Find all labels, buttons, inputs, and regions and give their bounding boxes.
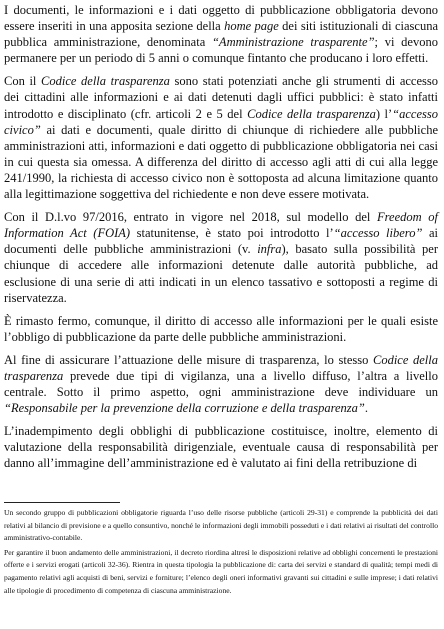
text-run-italic: infra: [257, 242, 282, 257]
text-run: ai dati e documenti, quale diritto di chiunque di richiedere alle pubbliche amministrazioni atti, informazioni e dati oggetto di pubblicazione obbligatoria nei casi in cui questa sia omessa. A differenza del diritto di accesso agli atti di cui alla legge 241/1990, la richiesta di accesso civico non è sottoposta ad alcuna limitazione quanto alla legittimazione soggettiva del richiedente e non deve essere motivata.: [4, 122, 438, 202]
text-run: ai documenti delle pubbliche amministrazioni (v.: [4, 226, 438, 257]
text-run-italic: Freedom of Information Act (FOIA): [4, 210, 438, 241]
footnotes: [4, 507, 438, 599]
footnote-separator: [4, 502, 120, 503]
text-run: I documenti, le informazioni e i dati oggetto di pubblicazione obbligatoria devono essere inseriti in una apposita sezione della: [4, 3, 438, 34]
text-run: .: [364, 401, 368, 416]
text-run: Al fine di assicurare l’attuazione delle misure di trasparenza, lo stesso: [4, 352, 373, 367]
text-run-italic: “Responsabile per la prevenzione della corruzione e della trasparenza”: [4, 401, 365, 416]
paragraph-4: [4, 313, 438, 345]
paragraph-5: [4, 352, 438, 416]
paragraph-6: [4, 423, 438, 471]
text-run: dei siti istituzionali di ciascuna pubblica amministrazione, denominata: [4, 19, 438, 50]
text-run: L’inadempimento degli obblighi di pubblicazione costituisce, inoltre, elemento di valutazione della responsabilità dirigenziale, eventuale causa di responsabilità per danno all’immagine dell’amministrazione ed è valutato ai fini della retribuzione di: [4, 424, 438, 471]
text-run: sono stati potenziati anche gli strumenti di accesso dei cittadini alle informazioni e ai dati detenuti dagli uffici pubblici: è stato infatti introdotto e disciplinato (cfr. articoli 2 e 5 del: [4, 74, 438, 121]
text-run: Con il D.l.vo 97/2016, entrato in vigore nel 2018, sul modello del: [4, 210, 377, 225]
text-run: ; vi devono permanere per un periodo di 5 anni o comunque fintanto che producano i loro effetti.: [4, 35, 438, 66]
text-run: ), basato sulla possibilità per chiunque di accedere alle informazioni detenute dalle autorità pubbliche, ad esclusione di una serie di atti indicati in un elenco tassativo e sottoposti a regime di riservatezza.: [4, 242, 439, 305]
footnote-2: Per garantire il buon andamento delle amministrazioni, il decreto riordina altresì le disposizioni relative ad obblighi concernenti le prestazioni offerte e i servizi erogati (articoli 32-36). Rientra in questa tipologia la pubblicazione di: carta dei servizi e standard di qualità; tempi medi di pagamento relativi agli acquisti di beni, servizi e forniture; l’elenco degli oneri informativi gravanti sui cittadini e sulle imprese; i dati relativi alle tipologie di procedimento di competenza di ciascuna amministrazione.: [4, 547, 438, 595]
text-run-italic: “accesso libero”: [333, 226, 423, 241]
body-text: [4, 2, 438, 472]
text-run: prevede due tipi di vigilanza, una a livello diffuso, l’altra a livello centrale. Sotto il primo aspetto, ogni amministrazione deve individuare un: [4, 368, 438, 400]
text-run: ) l’: [375, 106, 393, 121]
text-run-italic: “Amministrazione trasparente”: [211, 35, 375, 50]
text-run-italic: Codice della trasparenza: [41, 74, 170, 89]
footnote-1: Un secondo gruppo di pubblicazioni obbligatorie riguarda l’uso delle risorse pubbliche (articoli 29-31) e comprende la pubblicità dei dati relativi al bilancio di previsione e a quello consuntivo, nonché le informazioni degli immobili posseduti e i dati relativi ai risultati del controllo amministrativo-contabile.: [4, 508, 438, 543]
text-run-italic: Codice della trasparenza: [247, 106, 376, 121]
text-run-italic: home page: [224, 19, 279, 34]
paragraph-3: [4, 209, 438, 306]
paragraph-2: [4, 73, 438, 202]
text-run-italic: “accesso civico”: [4, 106, 438, 137]
text-run: statunitense, è stato poi introdotto l’: [130, 226, 334, 241]
paragraph-1: [4, 2, 438, 66]
text-run-italic: Codice della trasparenza: [4, 352, 438, 383]
text-run: Con il: [4, 74, 42, 89]
text-run: È rimasto fermo, comunque, il diritto di accesso alle informazioni per le quali esiste l’obbligo di pubblicazione da parte delle pubbliche amministrazioni.: [4, 313, 438, 344]
